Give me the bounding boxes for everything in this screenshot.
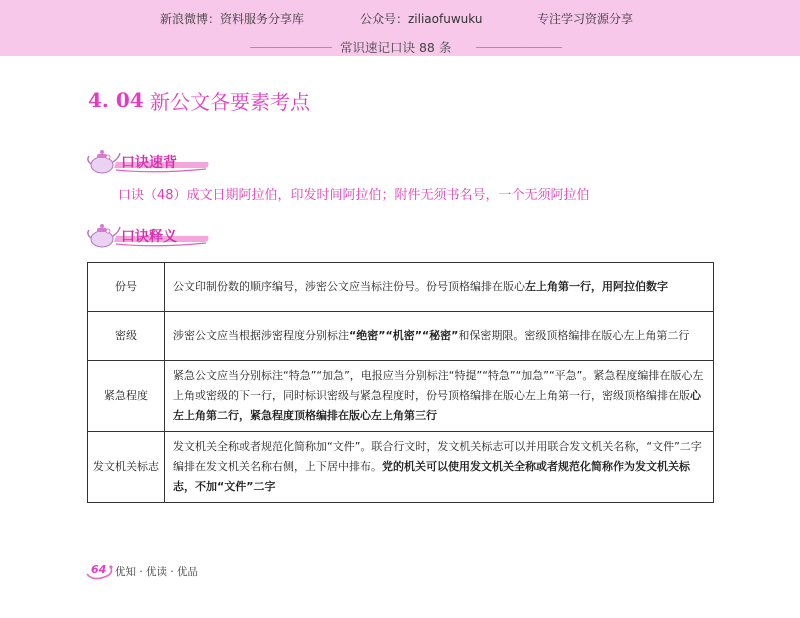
desc-cell bbox=[165, 312, 714, 361]
desc-plain: 发文机关全称或者规范化简称加“文件”。联合行文时，发文机关标志可以并用联合发文机关名称，“文件”二字编排在发文机关名称右侧，上下居中排布。 bbox=[173, 440, 702, 473]
badge-explain bbox=[86, 222, 214, 250]
desc-tail: 和保密期限。密级顶格编排在版心左上角第二行 bbox=[458, 329, 690, 342]
table-row bbox=[88, 263, 714, 312]
desc-cell bbox=[165, 432, 714, 503]
elements-table bbox=[87, 262, 714, 503]
table-row bbox=[88, 432, 714, 503]
desc-cell bbox=[165, 361, 714, 432]
desc-bold: 党的机关可以使用发文机关全称或者规范化简称作为发文机关标志，不加“文件”二字 bbox=[173, 460, 690, 493]
header-text-row bbox=[0, 10, 800, 28]
footer-brand: 优知 · 优读 · 优品 bbox=[115, 566, 199, 578]
term-cell: 紧急程度 bbox=[88, 361, 165, 432]
section-title: 新公文各要素考点 bbox=[150, 90, 310, 114]
desc-plain: 涉密公文应当根据涉密程度分别标注 bbox=[173, 329, 349, 342]
badge-explain-label: 口诀释义 bbox=[121, 229, 177, 245]
badge-recite-label: 口诀速背 bbox=[121, 155, 177, 171]
mnemonic-text: 口诀（48）成文日期阿拉伯，印发时间阿拉伯；附件无须书名号，一个无须阿拉伯 bbox=[118, 188, 590, 203]
subtitle-rule-left bbox=[250, 47, 332, 48]
footer bbox=[85, 560, 225, 582]
desc-plain: 紧急公文应当分别标注“特急”“加急”，电报应当分别标注“特提”“特急”“加急”“平急”。紧急程度编排在版心左上角或密级的下一行，同时标识密级与紧急程度时，份号顶格编排在版心左上角第一行，密级顶格编排在版 bbox=[173, 369, 704, 402]
slogan-text: 专注学习资源分享 bbox=[537, 12, 634, 26]
section-number: 4. 04 bbox=[88, 88, 144, 112]
weibo-text: 新浪微博：资料服务分享库 bbox=[160, 12, 305, 26]
desc-plain: 公文印制份数的顺序编号，涉密公文应当标注份号。份号顶格编排在版心 bbox=[173, 280, 525, 293]
table-row bbox=[88, 312, 714, 361]
term-cell: 发文机关标志 bbox=[88, 432, 165, 503]
badge-recite bbox=[86, 148, 214, 176]
term-cell: 密级 bbox=[88, 312, 165, 361]
wechat-text: 公众号：ziliaofuwuku bbox=[360, 12, 483, 26]
desc-cell bbox=[165, 263, 714, 312]
desc-bold: 左上角第一行，用阿拉伯数字 bbox=[525, 280, 668, 293]
subtitle-row bbox=[0, 38, 800, 56]
subtitle-rule-right bbox=[476, 47, 562, 48]
desc-bold: “绝密”“机密”“秘密” bbox=[349, 329, 459, 342]
page-number: 64 bbox=[91, 563, 107, 576]
subtitle-text: 常识速记口诀 88 条 bbox=[340, 40, 452, 55]
term-cell: 份号 bbox=[88, 263, 165, 312]
desc-bold: 心左上角第二行，紧急程度顶格编排在版心左上角第三行 bbox=[173, 389, 701, 422]
table-row bbox=[88, 361, 714, 432]
